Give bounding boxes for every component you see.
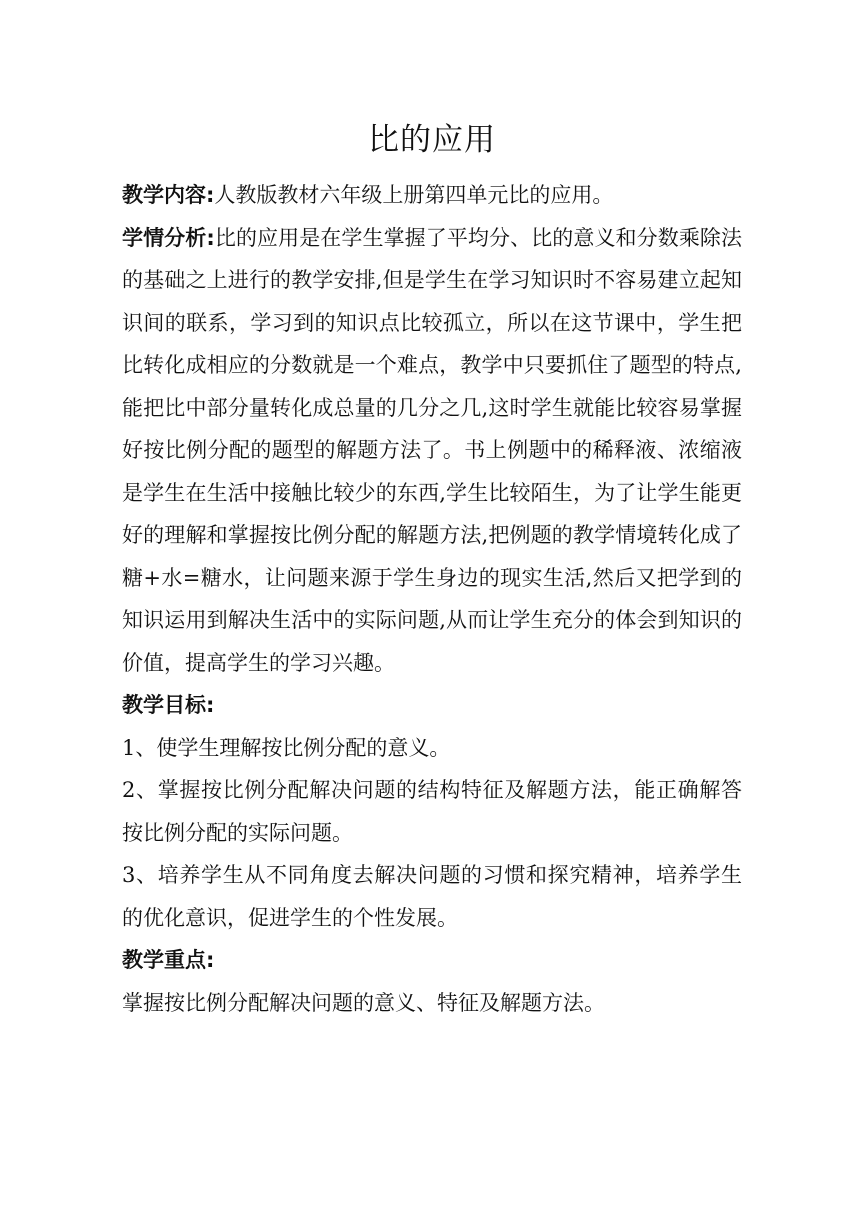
objective-item-1: 1、使学生理解按比例分配的意义。 — [122, 735, 451, 760]
key-points-text: 掌握按比例分配解决问题的意义、特征及解题方法。 — [122, 990, 605, 1015]
document-page — [122, 118, 742, 1024]
learning-analysis-label: 学情分析: — [122, 225, 215, 250]
objectives-heading: 教学目标: — [122, 693, 215, 717]
objective-item-3: 3、培养学生从不同角度去解决问题的习惯和探究精神，培养学生的优化意识，促进学生的个性发展。 — [122, 863, 742, 930]
teaching-content — [122, 174, 742, 217]
teaching-content-text: 人教版教材六年级上册第四单元比的应用。 — [214, 183, 614, 207]
document-title: 比的应用 — [368, 122, 496, 158]
teaching-content-label: 教学内容: — [122, 183, 215, 207]
key-points-heading: 教学重点: — [122, 948, 215, 972]
learning-analysis — [122, 217, 742, 685]
objective-item-2: 2、掌握按比例分配解决问题的结构特征及解题方法，能正确解答按比例分配的实际问题。 — [122, 778, 742, 845]
learning-analysis-text: 比的应用是在学生掌握了平均分、比的意义和分数乘除法的基础之上进行的教学安排,但是学生在学习知识时不容易建立起知识间的联系，学习到的知识点比较孤立，所以在这节课中，学生把比转化成相应的分数就是一个难点，教学中只要抓住了题型的特点,能把比中部分量转化成总量的几分之几,这时学生就能比较容易掌握好按比例分配的题型的解题方法了。书上例题中的稀释液、浓缩液是学生在生活中接触比较少的东西,学生比较陌生，为了让学生能更好的理解和掌握按比例分配的解题方法,把例题的教学情境转化成了糖+水=糖水，让问题来源于学生身边的现实生活,然后又把学到的知识运用到解决生活中的实际问题,从而让学生充分的体会到知识的价值，提高学生的学习兴趣。 — [122, 225, 742, 675]
